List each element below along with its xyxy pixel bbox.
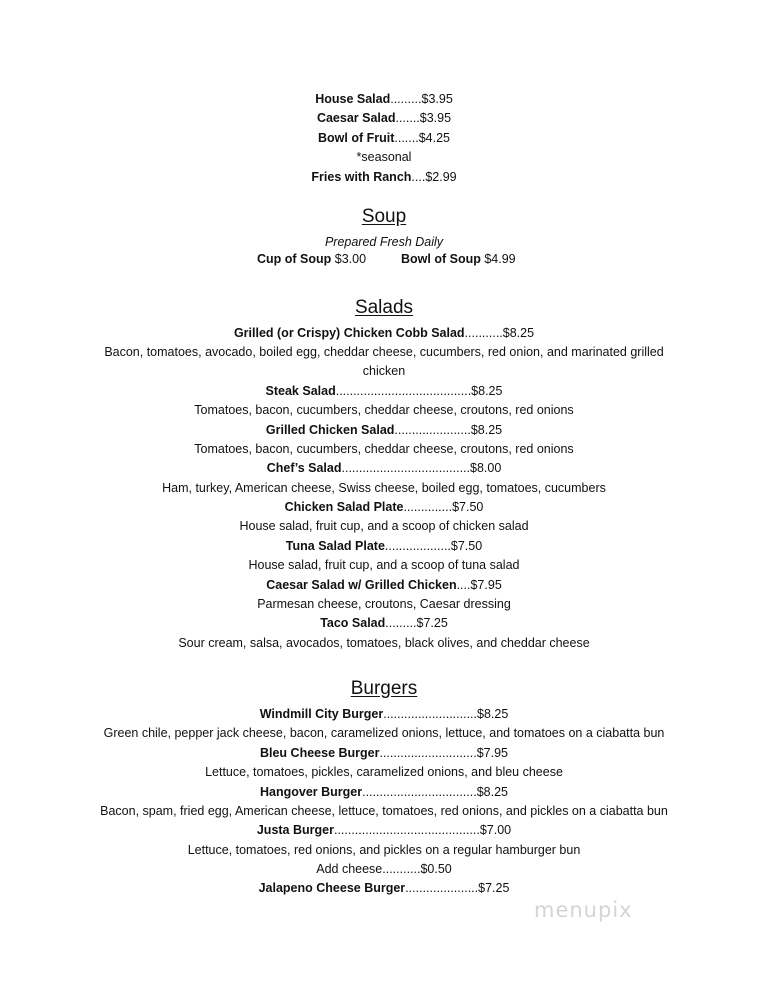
menu-item-fries: Fries with Ranch....$2.99 bbox=[311, 170, 457, 184]
item-description: House salad, fruit cup, and a scoop of chicken salad bbox=[239, 519, 529, 533]
soup-subtitle: Prepared Fresh Daily bbox=[324, 235, 444, 249]
soup-heading: Soup bbox=[361, 206, 407, 227]
menu-item-chicken-salad-plate: Chicken Salad Plate..............$7.50 bbox=[284, 500, 484, 514]
menu-item-tuna-salad-plate: Tuna Salad Plate...................$7.50 bbox=[285, 539, 483, 553]
menu-item-bowl-of-fruit: Bowl of Fruit.......$4.25 bbox=[318, 131, 450, 145]
menu-item-cup-of-soup: Cup of Soup $3.00 bbox=[257, 252, 367, 266]
menu-item-grilled-chicken-salad: Grilled Chicken Salad......................$8.25 bbox=[265, 423, 503, 437]
seasonal-note: *seasonal bbox=[356, 150, 412, 164]
item-description: Lettuce, tomatoes, red onions, and pickles on a regular hamburger bun bbox=[187, 843, 581, 857]
menu-item-caesar-grilled-chicken: Caesar Salad w/ Grilled Chicken....$7.95 bbox=[266, 578, 502, 592]
item-description: Lettuce, tomatoes, pickles, caramelized onions, and bleu cheese bbox=[205, 765, 563, 779]
item-description: chicken bbox=[362, 364, 406, 378]
item-description: Parmesan cheese, croutons, Caesar dressing bbox=[257, 597, 511, 611]
item-description: Bacon, spam, fried egg, American cheese, lettuce, tomatoes, red onions, and pickles on a ciabatta bun bbox=[100, 804, 668, 818]
menu-item-bleu-cheese-burger: Bleu Cheese Burger............................$7.95 bbox=[259, 746, 508, 760]
item-description: Tomatoes, bacon, cucumbers, cheddar cheese, croutons, red onions bbox=[194, 442, 574, 456]
item-description: Tomatoes, bacon, cucumbers, cheddar cheese, croutons, red onions bbox=[194, 403, 574, 417]
menu-item-justa-burger: Justa Burger..........................................$7.00 bbox=[256, 823, 512, 837]
menu-item-caesar-salad: Caesar Salad.......$3.95 bbox=[316, 111, 452, 125]
menu-item-jalapeno-cheese-burger: Jalapeno Cheese Burger.....................$7.25 bbox=[258, 881, 510, 895]
menu-item-cobb-salad: Grilled (or Crispy) Chicken Cobb Salad...........$8.25 bbox=[233, 326, 535, 340]
menu-item-taco-salad: Taco Salad.........$7.25 bbox=[320, 616, 448, 630]
item-description: Ham, turkey, American cheese, Swiss cheese, boiled egg, tomatoes, cucumbers bbox=[162, 481, 606, 495]
item-description: Green chile, pepper jack cheese, bacon, caramelized onions, lettuce, and tomatoes on a ciabatta bun bbox=[103, 726, 665, 740]
item-description: Bacon, tomatoes, avocado, boiled egg, cheddar cheese, cucumbers, red onion, and marinated grilled bbox=[104, 345, 664, 359]
menu-item-bowl-of-soup: Bowl of Soup $4.99 bbox=[401, 252, 516, 266]
menu-item-chefs-salad: Chef’s Salad.....................................$8.00 bbox=[266, 461, 502, 475]
menu-item-steak-salad: Steak Salad.......................................$8.25 bbox=[265, 384, 503, 398]
menu-item-windmill-city-burger: Windmill City Burger...........................$8.25 bbox=[259, 707, 509, 721]
burgers-heading: Burgers bbox=[350, 678, 418, 699]
menu-item-house-salad: House Salad.........$3.95 bbox=[315, 92, 453, 106]
watermark-logo: menupix bbox=[534, 898, 633, 922]
item-description: House salad, fruit cup, and a scoop of tuna salad bbox=[248, 558, 520, 572]
item-description: Sour cream, salsa, avocados, tomatoes, black olives, and cheddar cheese bbox=[178, 636, 590, 650]
salads-heading: Salads bbox=[354, 297, 414, 318]
soup-prices-row bbox=[0, 252, 768, 270]
menu-item-hangover-burger: Hangover Burger.................................$8.25 bbox=[260, 785, 508, 799]
add-cheese-option: Add cheese...........$0.50 bbox=[316, 862, 452, 876]
